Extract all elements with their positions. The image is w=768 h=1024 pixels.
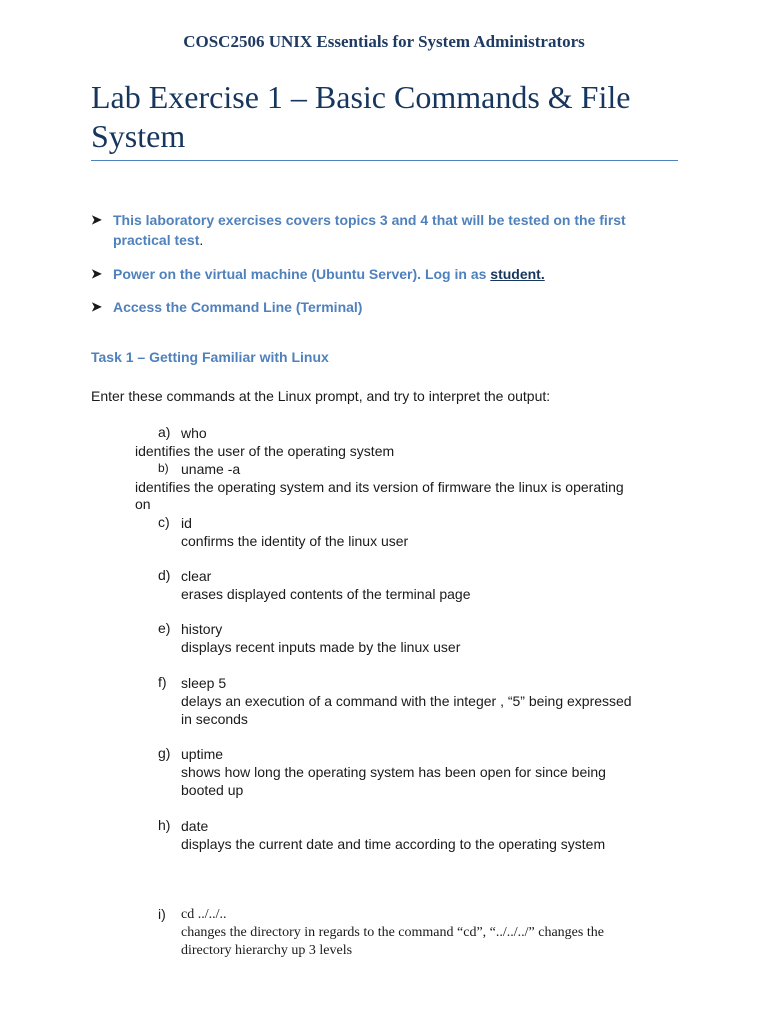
list-marker: b) [158, 461, 169, 475]
command-description: on [135, 496, 151, 512]
arrow-bullet-icon: ➤ [91, 266, 102, 281]
list-marker: d) [158, 567, 171, 583]
bullet-item-login [91, 264, 681, 284]
command-description: confirms the identity of the linux user [181, 533, 409, 549]
command-name: clear [181, 568, 212, 584]
student-link[interactable]: student. [490, 266, 545, 282]
command-name: cd ../../.. [181, 907, 227, 922]
command-description: identifies the operating system and its version of firmware the linux is operating [135, 479, 624, 495]
command-description: erases displayed contents of the terminal page [181, 586, 471, 602]
command-description: delays an execution of a command with the integer , “5” being expressed [181, 693, 632, 709]
page-title: Lab Exercise 1 – Basic Commands & File System [91, 79, 631, 154]
command-name: sleep 5 [181, 675, 227, 691]
command-description: directory hierarchy up 3 levels [181, 943, 353, 958]
command-description: identifies the user of the operating system [135, 443, 395, 459]
list-marker: e) [158, 620, 171, 636]
bullet-suffix: . [199, 232, 204, 248]
task-heading: Task 1 – Getting Familiar with Linux [91, 349, 329, 365]
command-description: displays the current date and time according to the operating system [181, 836, 606, 852]
command-description: changes the directory in regards to the command “cd”, “../../../” changes the [181, 925, 604, 940]
bullet-item-topics [91, 210, 681, 250]
command-description: displays recent inputs made by the linux user [181, 639, 461, 655]
bullet-item-terminal [91, 297, 681, 317]
list-marker: a) [158, 424, 171, 440]
bullet-text: Power on the virtual machine (Ubuntu Server). Log in as [113, 266, 491, 282]
command-name: uname -a [181, 461, 241, 477]
list-marker: c) [158, 514, 170, 530]
list-marker: i) [158, 906, 166, 922]
bullet-text: Access the Command Line (Terminal) [113, 299, 363, 315]
arrow-bullet-icon: ➤ [91, 299, 102, 314]
list-marker: g) [158, 745, 171, 761]
arrow-bullet-icon: ➤ [91, 212, 102, 227]
bullet-text: This laboratory exercises covers topics 3 and 4 that will be tested on the first practical test [113, 212, 626, 248]
list-marker: f) [158, 674, 167, 690]
intro-text: Enter these commands at the Linux prompt, and try to interpret the output: [91, 388, 551, 404]
command-name: history [181, 621, 223, 637]
title-divider [91, 160, 678, 161]
command-description: in seconds [181, 711, 248, 727]
command-name: date [181, 818, 209, 834]
command-description: booted up [181, 782, 244, 798]
list-marker: h) [158, 817, 171, 833]
command-description: shows how long the operating system has been open for since being [181, 764, 606, 780]
command-name: id [181, 515, 192, 531]
command-name: uptime [181, 746, 224, 762]
command-name: who [181, 425, 207, 441]
course-header: COSC2506 UNIX Essentials for System Administrators [183, 32, 585, 51]
